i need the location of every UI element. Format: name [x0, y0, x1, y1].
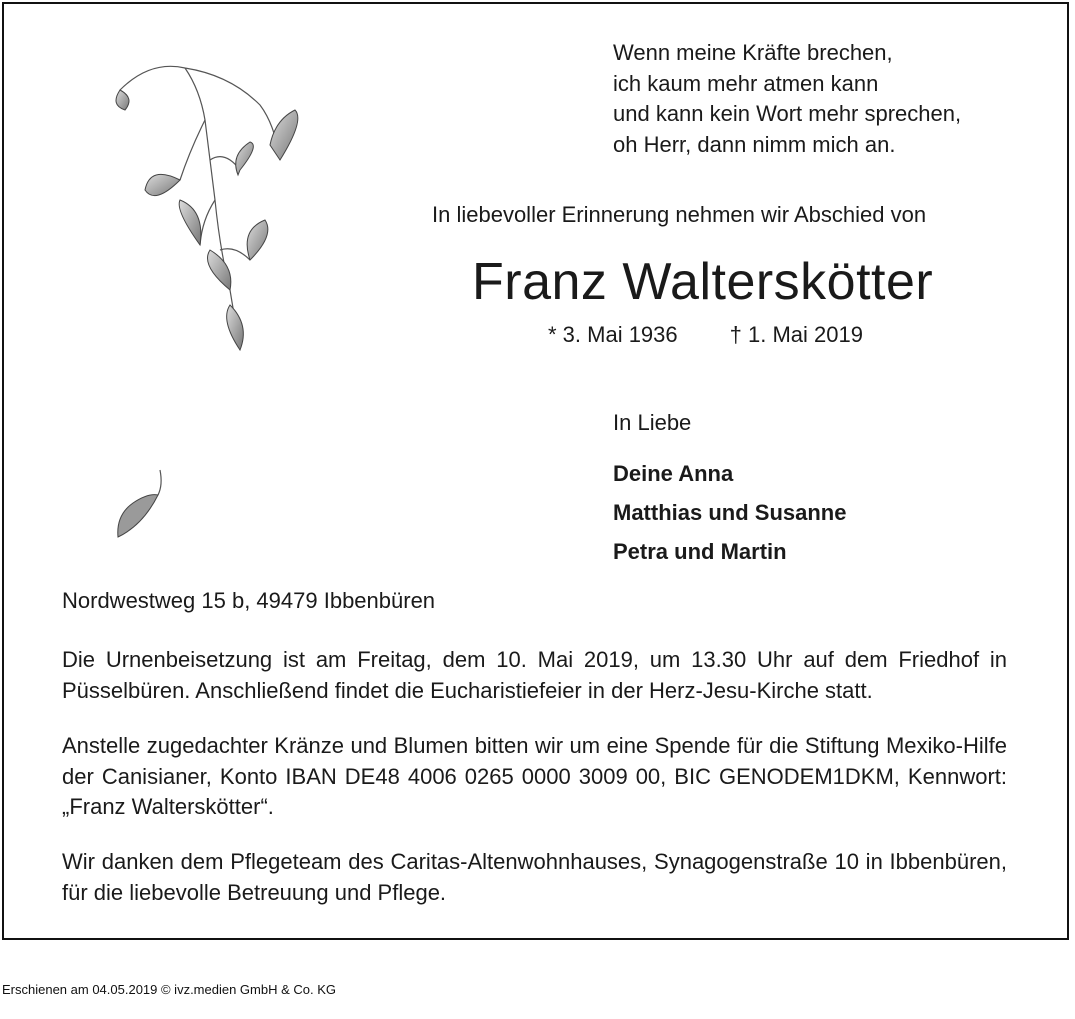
poem-line: oh Herr, dann nimm mich an.	[613, 131, 896, 157]
intro-text: In liebevoller Erinnerung nehmen wir Abschied von	[432, 202, 927, 227]
poem-line: ich kaum mehr atmen kann	[613, 70, 879, 96]
poem-line: und kann kein Wort mehr sprechen,	[613, 101, 962, 126]
donation-paragraph: Anstelle zugedachter Kränze und Blumen bitten wir um eine Spende für die Stiftung Mexiko-Hilfe der Canisianer, Konto IBAN DE48 4006 0265 0000 3009 00, BIC GENODEM1DKM, Kennwort: „Franz Walterskötter“.	[62, 733, 1007, 819]
falling-leaf-icon	[108, 465, 173, 545]
mourner-name: Matthias und Susanne	[613, 500, 847, 525]
birch-branch-icon	[90, 50, 320, 390]
mourner-name: Petra und Martin	[613, 539, 787, 564]
mourners-list	[613, 454, 846, 571]
poem-line: Wenn meine Kräfte brechen,	[613, 40, 893, 65]
thanks-paragraph: Wir danken dem Pflegeteam des Caritas-Altenwohnhauses, Synagogenstraße 10 in Ibbenbüren, für die liebevolle Betreuung und Pflege.	[62, 849, 1007, 905]
poem	[613, 38, 961, 160]
mourners-greeting: In Liebe	[613, 410, 692, 435]
deceased-name: Franz Walterskötter	[472, 253, 934, 311]
death-date: † 1. Mai 2019	[729, 322, 863, 347]
mourner-name: Deine Anna	[613, 461, 734, 486]
funeral-info-paragraph: Die Urnenbeisetzung ist am Freitag, dem 10. Mai 2019, um 13.30 Uhr auf dem Friedhof in Püsselbüren. Anschließend findet die Eucharistiefeier in der Herz-Jesu-Kirche statt.	[62, 647, 1007, 703]
address: Nordwestweg 15 b, 49479 Ibbenbüren	[62, 588, 436, 613]
birth-date: * 3. Mai 1936	[548, 322, 678, 347]
life-dates	[548, 322, 863, 348]
publication-footer: Erschienen am 04.05.2019 © ivz.medien GmbH & Co. KG	[2, 982, 337, 997]
